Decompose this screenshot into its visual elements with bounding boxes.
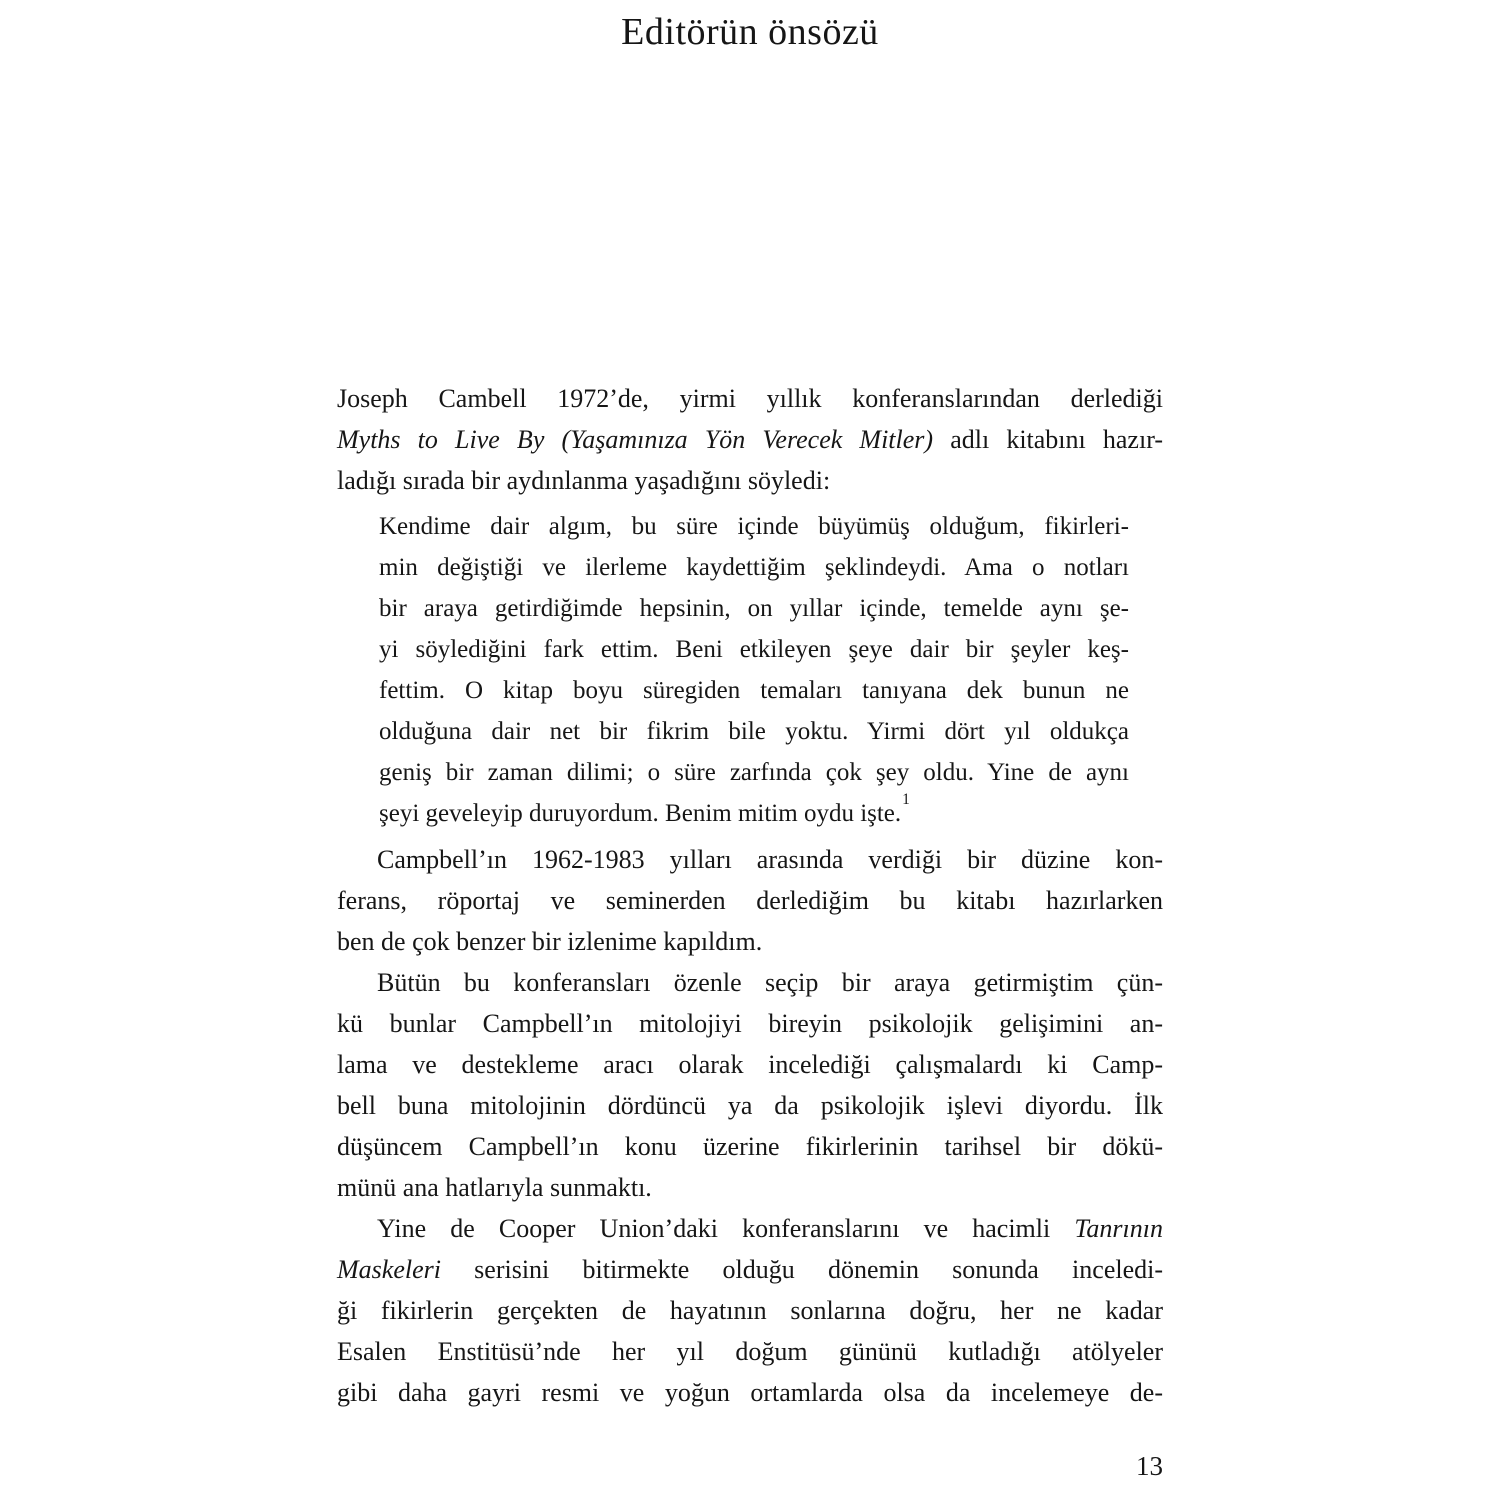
text-line — [337, 1331, 1163, 1372]
text-line — [337, 1249, 1163, 1290]
text-line — [337, 419, 1163, 460]
text-segment: yi söylediğini fark ettim. Beni etkileyen şeye dair bir şeyler keş- — [379, 636, 1129, 663]
page-number: 13 — [1136, 1451, 1163, 1481]
text-segment: ladığı sırada bir aydınlanma yaşadığını söyledi: — [337, 466, 831, 495]
text-line — [337, 1208, 1163, 1249]
text-line — [379, 711, 1129, 752]
text-line — [379, 506, 1129, 547]
text-line — [337, 460, 1163, 501]
text-line — [337, 839, 1163, 880]
text-segment: lama ve destekleme aracı olarak incelediği çalışmalardı ki Camp- — [337, 1050, 1163, 1079]
text-line — [379, 547, 1129, 588]
text-segment: düşüncem Campbell’ın konu üzerine fikirlerinin tarihsel bir dökü- — [337, 1132, 1163, 1161]
text-segment: serisini bitirmekte olduğu dönemin sonunda inceledi- — [440, 1255, 1163, 1284]
text-segment: Joseph Cambell 1972’de, yirmi yıllık konferanslarından derlediği — [337, 384, 1163, 413]
text-segment: min değiştiği ve ilerleme kaydettiğim şeklindeydi. Ama o notları — [379, 554, 1129, 581]
text-segment: adlı kitabını hazır- — [933, 425, 1163, 454]
text-segment: Campbell’ın 1962-1983 yılları arasında verdiği bir düzine kon- — [377, 845, 1163, 874]
text-segment: fettim. O kitap boyu süregiden temaları tanıyana dek bunun ne — [379, 677, 1129, 704]
paragraph-derleme — [337, 839, 1163, 962]
text-line — [337, 1044, 1163, 1085]
text-segment: geniş bir zaman dilimi; o süre zarfında çok şey oldu. Yine de aynı — [379, 759, 1129, 786]
text-line — [337, 378, 1163, 419]
paragraph-campbell-quote — [379, 506, 1129, 834]
text-line — [379, 670, 1129, 711]
text-segment: ği fikirlerin gerçekten de hayatının sonlarına doğru, her ne kadar — [337, 1296, 1163, 1325]
text-line — [379, 752, 1129, 793]
text-segment: gibi daha gayri resmi ve yoğun ortamlarda olsa da incelemeye de- — [337, 1378, 1163, 1407]
text-line — [337, 1290, 1163, 1331]
paragraph-secim — [337, 962, 1163, 1208]
text-line — [337, 962, 1163, 1003]
text-line — [337, 1003, 1163, 1044]
text-segment: şeyi geveleyip duruyordum. Benim mitim oydu işte. — [379, 800, 902, 827]
text-line — [379, 793, 1129, 834]
paragraph-intro — [337, 378, 1163, 501]
text-segment: ben de çok benzer bir izlenime kapıldım. — [337, 927, 763, 956]
text-line — [337, 921, 1163, 962]
text-line — [337, 1372, 1163, 1413]
italic-text: Maskeleri — [337, 1255, 441, 1284]
text-block — [337, 378, 1163, 1413]
text-segment: Esalen Enstitüsü’nde her yıl doğum gününü kutladığı atölyeler — [337, 1337, 1163, 1366]
text-segment: olduğuna dair net bir fikrim bile yoktu. Yirmi dört yıl oldukça — [379, 718, 1129, 745]
text-segment: ferans, röportaj ve seminerden derlediğim bu kitabı hazırlarken — [337, 886, 1163, 915]
text-line — [379, 588, 1129, 629]
text-line — [337, 880, 1163, 921]
text-segment: Bütün bu konferansları özenle seçip bir araya getirmiştim çün- — [377, 968, 1163, 997]
page-title: Editörün önsözü — [621, 11, 879, 53]
text-line — [337, 1167, 1163, 1208]
text-segment: bir araya getirdiğimde hepsinin, on yıllar içinde, temelde aynı şe- — [379, 595, 1129, 622]
text-line — [379, 629, 1129, 670]
text-segment: münü ana hatlarıyla sunmaktı. — [337, 1173, 652, 1202]
text-segment: Kendime dair algım, bu süre içinde büyümüş olduğum, fikirleri- — [379, 513, 1129, 540]
text-line — [337, 1126, 1163, 1167]
footnote-marker: 1 — [902, 791, 910, 809]
text-segment: bell buna mitolojinin dördüncü ya da psikolojik işlevi diyordu. İlk — [337, 1091, 1163, 1120]
paragraph-cooper-union — [337, 1208, 1163, 1413]
italic-text: Tanrının — [1074, 1214, 1163, 1243]
text-segment: kü bunlar Campbell’ın mitolojiyi bireyin psikolojik gelişimini an- — [337, 1009, 1163, 1038]
text-segment: Yine de Cooper Union’daki konferanslarını ve hacimli — [377, 1214, 1075, 1243]
italic-text: Myths to Live By (Yaşamınıza Yön Verecek Mitler) — [337, 425, 934, 454]
text-line — [337, 1085, 1163, 1126]
